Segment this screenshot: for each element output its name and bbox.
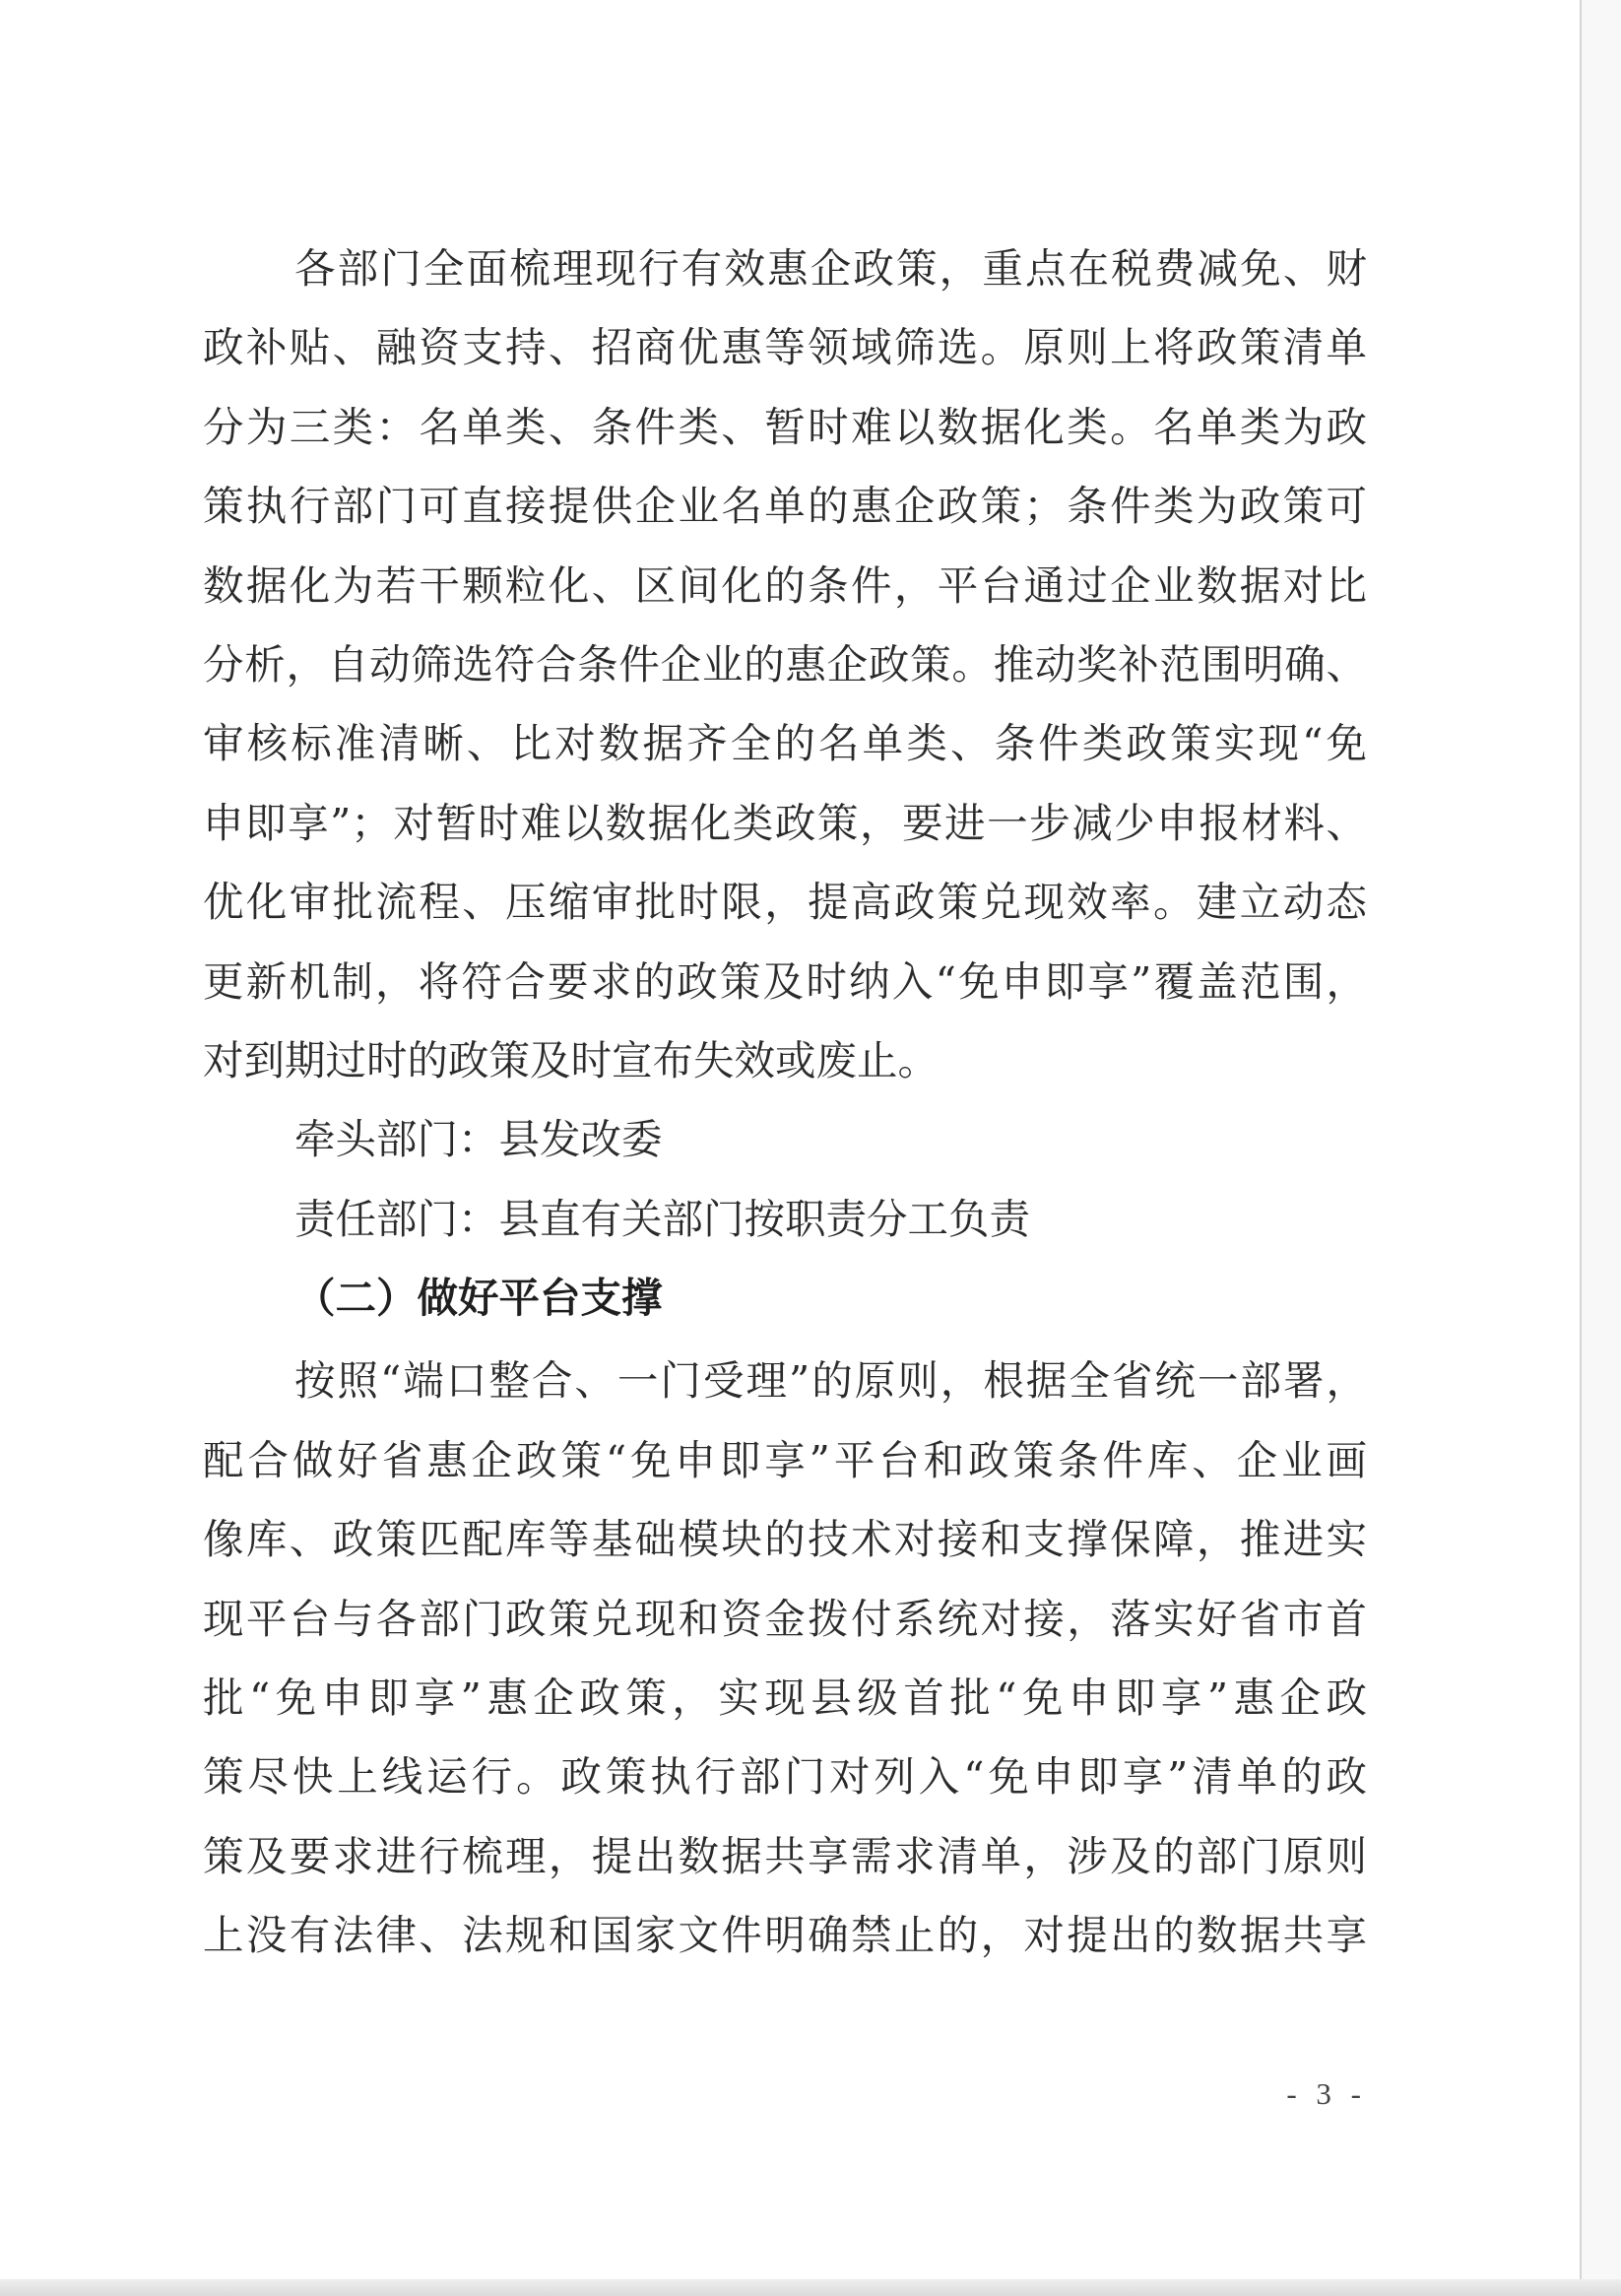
lead-department: 牵头部门：县发改委 bbox=[294, 1115, 663, 1164]
scan-edge-right bbox=[1580, 0, 1582, 2279]
paragraph-line: 更新机制，将符合要求的政策及时纳入“免申即享”覆盖范围， bbox=[203, 956, 1367, 1006]
paragraph-line: 上没有法律、法规和国家文件明确禁止的，对提出的数据共享 bbox=[203, 1911, 1367, 1960]
page-number: - 3 - bbox=[1286, 2076, 1367, 2111]
paragraph-line: 各部门全面梳理现行有效惠企政策，重点在税费减免、财 bbox=[294, 244, 1367, 293]
paragraph-line: 批“免申即享”惠企政策，实现县级首批“免申即享”惠企政 bbox=[203, 1673, 1367, 1723]
paragraph-line: 策及要求进行梳理，提出数据共享需求清单，涉及的部门原则 bbox=[203, 1831, 1367, 1880]
paragraph-line: 对到期过时的政策及时宣布失效或废止。 bbox=[203, 1035, 940, 1084]
paragraph-line: 数据化为若干颗粒化、区间化的条件，平台通过企业数据对比 bbox=[203, 560, 1367, 610]
scan-margin-right bbox=[1582, 0, 1621, 2279]
scan-edge-bottom bbox=[0, 2279, 1621, 2296]
paragraph-line: 现平台与各部门政策兑现和资金拨付系统对接，落实好省市首 bbox=[203, 1594, 1367, 1643]
paragraph-line: 配合做好省惠企政策“免申即享”平台和政策条件库、企业画 bbox=[203, 1435, 1367, 1484]
paragraph-line: 优化审批流程、压缩审批时限，提高政策兑现效率。建立动态 bbox=[203, 878, 1367, 927]
paragraph-line: 策尽快上线运行。政策执行部门对列入“免申即享”清单的政 bbox=[203, 1752, 1367, 1802]
paragraph-platform-support bbox=[203, 1342, 1367, 1975]
paragraph-line: 像库、政策匹配库等基础模块的技术对接和支撑保障，推进实 bbox=[203, 1515, 1367, 1564]
paragraph-line: 按照“端口整合、一门受理”的原则，根据全省统一部署， bbox=[294, 1356, 1367, 1406]
paragraph-policy-list bbox=[203, 230, 1367, 1100]
section-heading: （二）做好平台支撑 bbox=[294, 1274, 663, 1323]
paragraph-line: 策执行部门可直接提供企业名单的惠企政策；条件类为政策可 bbox=[203, 482, 1367, 531]
paragraph-line: 分为三类：名单类、条件类、暂时难以数据化类。名单类为政 bbox=[203, 402, 1367, 451]
document-body bbox=[203, 230, 1367, 1976]
paragraph-line: 政补贴、融资支持、招商优惠等领域筛选。原则上将政策清单 bbox=[203, 323, 1367, 372]
paragraph-line: 分析，自动筛选符合条件企业的惠企政策。推动奖补范围明确、 bbox=[203, 639, 1367, 689]
responsible-department: 责任部门：县直有关部门按职责分工负责 bbox=[294, 1194, 1031, 1243]
paragraph-line: 申即享”；对暂时难以数据化类政策，要进一步减少申报材料、 bbox=[203, 798, 1367, 847]
paragraph-line: 审核标准清晰、比对数据齐全的名单类、条件类政策实现“免 bbox=[203, 719, 1367, 768]
